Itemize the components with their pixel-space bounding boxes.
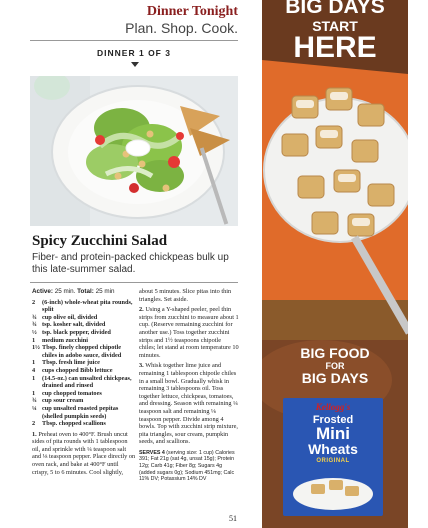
section-title: Dinner Tonight <box>146 4 238 19</box>
section-header <box>30 4 238 36</box>
step-number: 3. <box>139 362 144 370</box>
ingredient-quantity: 1 <box>32 389 36 397</box>
ingredient-name: Tbsp. fresh lime juice <box>42 359 100 367</box>
ingredient-item <box>32 367 136 375</box>
ingredient-quantity: 1 <box>32 374 36 382</box>
nutrition-lead: SERVES 4 <box>139 449 165 456</box>
ingredient-name: cup chopped tomatoes <box>42 389 102 397</box>
ingredient-list <box>32 299 136 428</box>
section-tagline: Plan. Shop. Cook. <box>125 20 238 36</box>
recipe-column-right <box>139 288 239 483</box>
active-time: 25 min. <box>54 288 76 295</box>
dinner-label: DINNER 1 OF 3 <box>97 48 171 58</box>
ingredient-name: cup olive oil, divided <box>42 313 98 321</box>
total-label: Total: <box>77 288 94 295</box>
ingredient-name: tsp. black pepper, divided <box>42 328 111 336</box>
body-rule <box>30 282 238 283</box>
ingredient-quantity: 1 <box>32 336 36 344</box>
ingredient-item <box>32 390 136 398</box>
ingredient-quantity: ½ <box>32 328 37 336</box>
box-product-line3: Wheats <box>308 441 358 457</box>
ingredient-name: cups chopped Bibb lettuce <box>42 366 113 374</box>
ingredient-name: Tbsp. finely chopped chipotle chiles in adobo sauce, divided <box>42 344 122 359</box>
step-1-continued: about 5 minutes. Slice pitas into thin triangles. Set aside. <box>139 288 232 303</box>
ad-headline-line3: HERE <box>293 31 377 64</box>
page-number: 51 <box>229 514 237 523</box>
ingredient-name: (14.5-oz.) can unsalted chickpeas, drained and rinsed <box>42 374 132 390</box>
ad-tagline-line3: BIG DAYS <box>301 370 369 386</box>
ad-headline-line1: BIG DAYS <box>285 0 385 18</box>
ingredient-item <box>32 344 136 359</box>
ingredient-name: cup sour cream <box>42 397 84 405</box>
box-cereal-bowl-icon <box>283 470 383 514</box>
ingredient-item <box>32 359 136 367</box>
ingredient-name: cup unsalted roasted pepitas (shelled pumpkin seeds) <box>42 404 119 420</box>
recipe-title: Spicy Zucchini Salad <box>32 233 168 249</box>
ingredient-item <box>32 397 136 405</box>
ingredient-quantity: 2 <box>32 420 36 428</box>
ingredient-quantity: 1½ <box>32 344 40 352</box>
ingredient-name: medium zucchini <box>42 336 89 344</box>
ingredient-name: (6-inch) whole-wheat pita rounds, split <box>42 298 133 314</box>
ingredient-quantity: ¾ <box>32 321 37 329</box>
nutrition-info <box>139 450 239 483</box>
step-1 <box>32 431 136 477</box>
box-product-line1: Frosted <box>312 414 354 426</box>
ingredient-quantity: 4 <box>32 366 36 374</box>
step-2 <box>139 306 239 359</box>
step-number: 2. <box>139 306 144 314</box>
ingredient-name: Tbsp. chopped scallions <box>42 420 106 428</box>
total-time: 25 min <box>95 288 115 295</box>
ingredient-item <box>32 321 136 329</box>
ingredient-item <box>32 329 136 337</box>
ad-headline-line2: START <box>312 18 358 34</box>
salad-plate-illustration <box>30 76 238 226</box>
ad-tagline-line2: FOR <box>325 361 345 371</box>
nutrition-serving: (serving size: 1 cup) <box>166 449 214 456</box>
ingredient-item <box>32 337 136 345</box>
box-variety: ORIGINAL <box>316 458 350 464</box>
ingredient-item <box>32 405 136 420</box>
step-3 <box>139 362 239 446</box>
recipe-column-left <box>32 288 136 476</box>
down-arrow-icon <box>131 62 139 67</box>
cereal-advertisement <box>262 0 408 528</box>
ingredient-item <box>32 314 136 322</box>
step-text: Preheat oven to 400°F. Brush uncut sides of pita rounds with 1 tablespoon oil, and sprinkle with ¼ teaspoon salt and ⅛ teaspoon pepper. Place directly on oven rack, and bake at 400°F until crispy, 5 to 6 minutes. Cool slightly, <box>32 430 136 476</box>
step-text: Whisk together lime juice and remaining 1 tablespoon chipotle chiles in a small bowl. Gradually whisk in remaining 3 tablespoons oil. Toss together lettuce, chickpeas, tomatoes, and dressing. Season with remaining ¼ teaspoon salt and remaining ⅛ teaspoon pepper. Divide among 4 bowls. Top with zucchini strip mixture, pita triangles, sour cream, pumpkin seeds, and scallions. <box>139 362 238 446</box>
ingredient-name: tsp. kosher salt, divided <box>42 321 106 329</box>
recipe-subtitle: Fiber- and protein-packed chickpeas bulk up this late-summer salad. <box>32 252 229 275</box>
step-number: 1. <box>32 430 37 438</box>
ingredient-quantity: ¾ <box>32 397 37 405</box>
ingredient-item <box>32 299 136 314</box>
ad-tagline-line1: BIG FOOD <box>300 345 370 361</box>
ingredient-quantity: ¾ <box>32 313 37 321</box>
ingredient-quantity: 1 <box>32 359 36 367</box>
box-product-line2: Mini <box>316 424 350 443</box>
ingredient-quantity: 2 <box>32 298 36 306</box>
recipe-times <box>32 288 136 296</box>
step-text: Using a Y-shaped peeler, peel thin strips from zucchini to measure about 1 cup. (Reserve remaining zucchini for another use.) Toss together zucchini strips and 1½ teaspoons chipotle chiles; let stand at room temperature 10 minutes. <box>139 306 239 359</box>
header-rule <box>30 40 238 41</box>
box-brand: Kellogg's <box>315 402 351 412</box>
ingredient-item <box>32 420 136 428</box>
ingredient-quantity: ¼ <box>32 404 37 412</box>
active-label: Active: <box>32 288 53 295</box>
salad-photo <box>30 76 238 226</box>
ingredient-item <box>32 375 136 390</box>
cereal-box <box>283 398 383 516</box>
nutrition-facts: Calories 391; Fat 21g (sat 4g, unsat 15g); Protein 12g; Carb 41g; Fiber 8g; Sugars 4g (added sugars 0g); Sodium 451mg; Calc 11% DV; Potassium 14% DV <box>139 449 235 483</box>
